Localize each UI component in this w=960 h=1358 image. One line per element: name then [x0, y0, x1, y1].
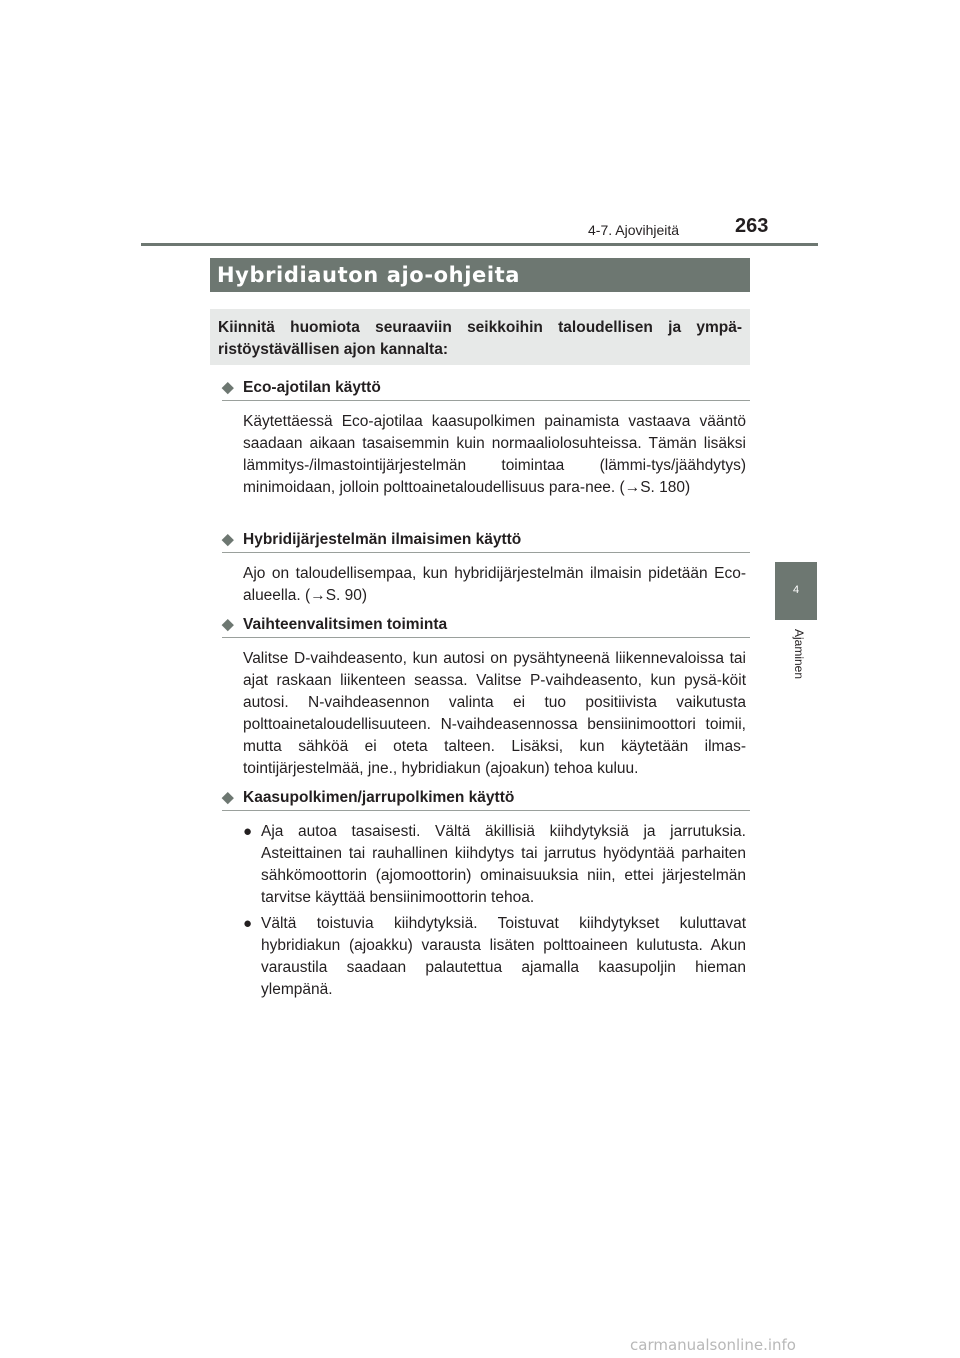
intro-box: Kiinnitä huomiota seuraaviin seikkoihin taloudellisen ja ympä-ristöystävällisen ajon kannalta: [210, 309, 750, 365]
diamond-icon: ◆ [222, 616, 234, 633]
watermark: carmanualsonline.info [630, 1336, 796, 1354]
diamond-icon: ◆ [222, 789, 234, 806]
bullet-list [243, 821, 746, 1001]
section-hybrid-indicator [222, 530, 750, 607]
section-heading [222, 530, 750, 553]
section-heading [222, 788, 750, 811]
list-item-text: Aja autoa tasaisesti. Vältä äkillisiä kiihdytyksiä ja jarrutuksia. Asteittainen tai rauhallinen kiihdytys tai jarrutus hyödyntää parhaiten sähkömoottorin (ajomoottorin) ominaisuuksia niin, ettei järjestelmän tarvitse käyttää bensiinimoottorin tehoa. [261, 823, 746, 906]
section-heading [222, 615, 750, 638]
list-item [243, 913, 746, 1001]
chapter-tab [775, 562, 817, 620]
page-title: Hybridiauton ajo-ohjeita [210, 258, 750, 292]
section-shift-lever [222, 615, 750, 780]
section-header: 4-7. Ajovihjeitä [588, 222, 680, 238]
page-number: 263 [735, 215, 769, 237]
chapter-number: 4 [792, 584, 800, 596]
list-item [243, 821, 746, 909]
diamond-icon: ◆ [222, 531, 234, 548]
section-body: Ajo on taloudellisempaa, kun hybridijärjestelmän ilmaisin pidetään Eco-alueella. (→S. 90) [243, 565, 746, 604]
section-heading [222, 378, 750, 401]
bullet-icon: ● [243, 915, 253, 932]
section-title: Hybridijärjestelmän ilmaisimen käyttö [243, 531, 522, 548]
section-title: Kaasupolkimen/jarrupolkimen käyttö [243, 789, 515, 806]
bullet-icon: ● [243, 823, 253, 840]
diamond-icon: ◆ [222, 379, 234, 396]
list-item-text: Vältä toistuvia kiihdytyksiä. Toistuvat kiihdytykset kuluttavat hybridiakun (ajoakku) varausta lisäten polttoaineen kulutusta. Akun varaustila saadaan palautettua ajamalla kaasupoljin hieman ylempänä. [261, 915, 746, 998]
section-body: Käytettäessä Eco-ajotilaa kaasupolkimen painamista vastaava vääntö saadaan aikaan tasaisemmin kuin normaaliolosuhteissa. Tämän lisäksi lämmitys-/ilmastointijärjestelmän toimintaa (lämmi-tys/jäähdytys) minimoidaan, jolloin polttoainetaloudellisuus para-nee. (→S. 180) [243, 413, 746, 496]
header-rule [141, 243, 818, 246]
section-pedals [222, 788, 750, 1005]
section-title: Eco-ajotilan käyttö [243, 379, 381, 396]
chapter-label: Ajaminen [792, 629, 806, 680]
section-title: Vaihteenvalitsimen toiminta [243, 616, 448, 633]
section-body: Valitse D-vaihdeasento, kun autosi on pysähtyneenä liikennevaloissa tai ajat raskaan liikenteen seassa. Valitse P-vaihdeasento, kun pysä-köit autosi. N-vaihdeasennon valinta ei tuo positiivista vaikutusta polttoainetaloudellisuuteen. N-vaihdeasennossa bensiinimoottori toimii, mutta sähköä ei oteta talteen. Lisäksi, kun käytetään ilmas-tointijärjestelmää, jne., hybridiakun (ajoakun) tehoa kuluu. [243, 650, 746, 777]
section-eco-mode [222, 378, 750, 499]
